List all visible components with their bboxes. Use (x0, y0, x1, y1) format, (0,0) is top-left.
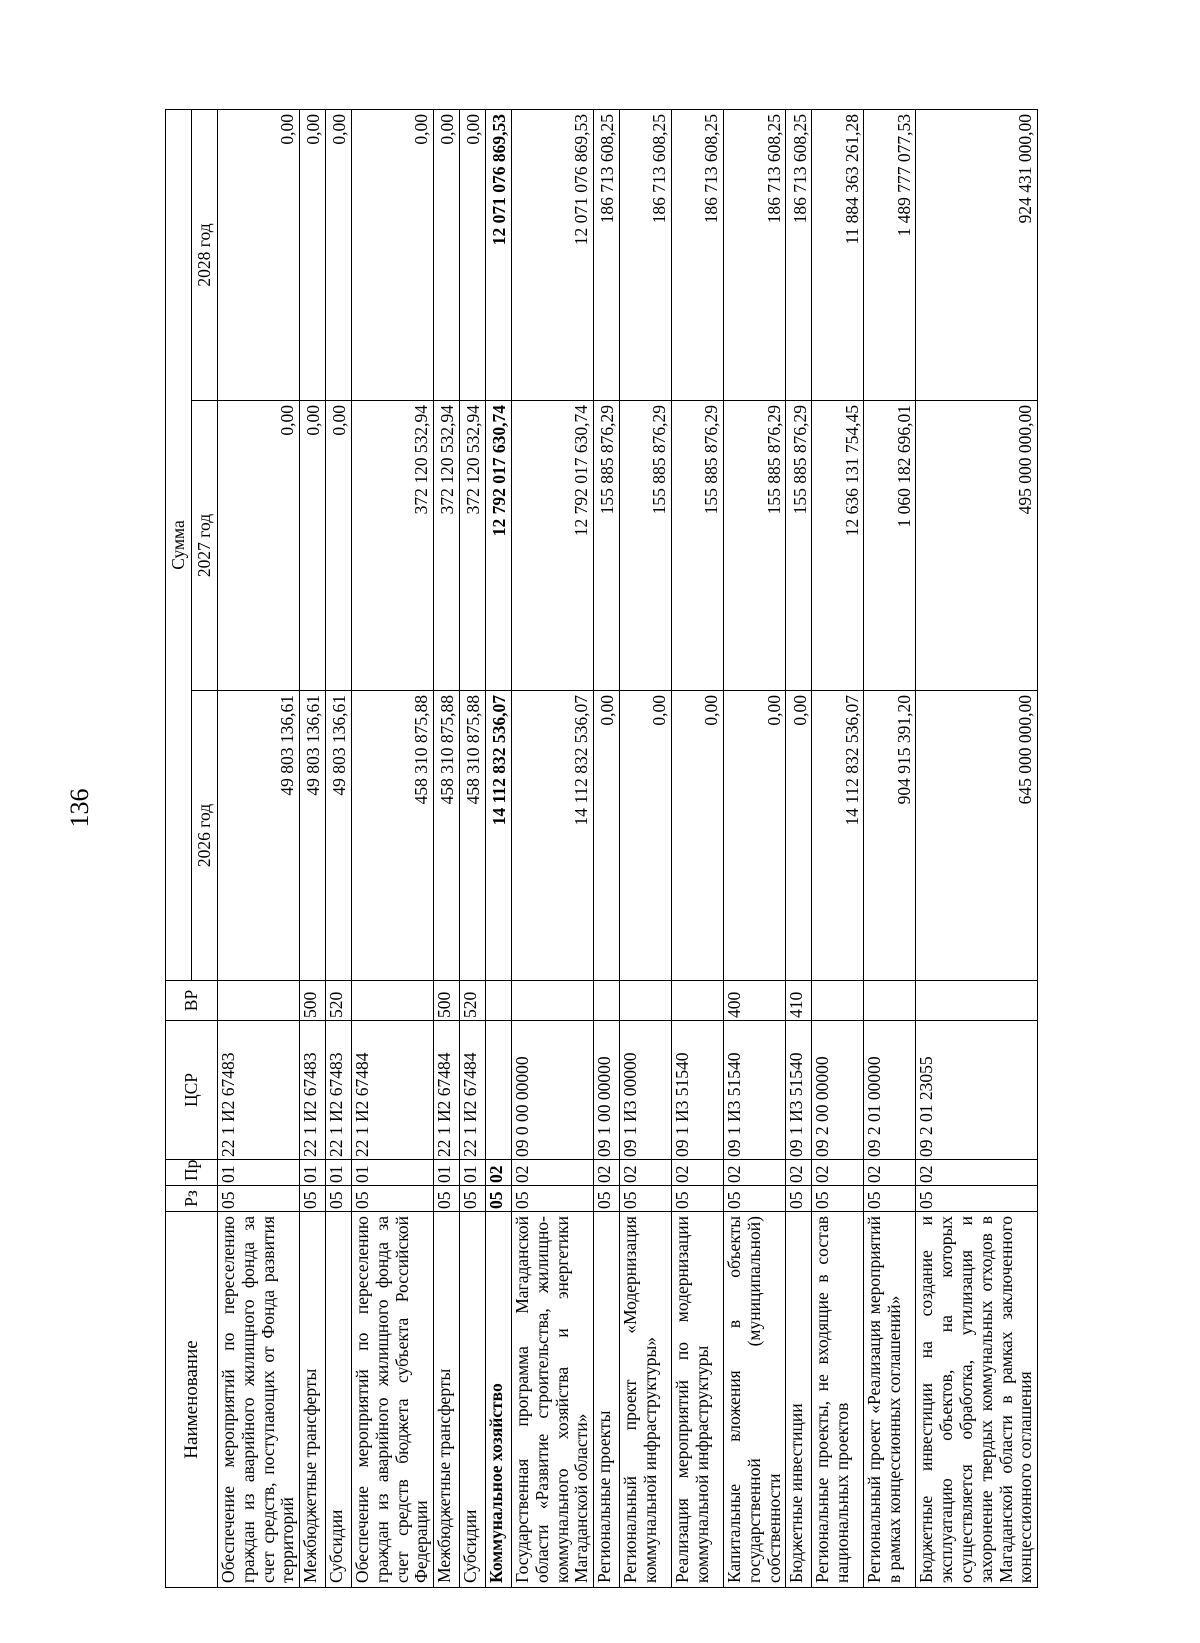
col-header-2027: 2027 год (192, 401, 218, 691)
col-header-vr: ВР (166, 981, 218, 1021)
row-rz: 05 (218, 1186, 300, 1212)
row-2026: 49 803 136,61 (326, 691, 352, 981)
row-name: Региональный проект «Модернизация коммунальной инфраструктуры» (620, 1212, 672, 1588)
row-pr: 02 (486, 1160, 512, 1186)
row-name: Региональные проекты, не входящие в состав национальных проектов (812, 1212, 864, 1588)
table-row (434, 109, 460, 1587)
row-vr (812, 981, 864, 1021)
row-2027: 372 120 532,94 (460, 401, 486, 691)
row-vr: 500 (300, 981, 326, 1021)
row-2027: 0,00 (326, 401, 352, 691)
row-csr: 22 1 И2 67484 (460, 1021, 486, 1160)
row-rz: 05 (620, 1186, 672, 1212)
row-2028: 0,00 (352, 109, 434, 400)
row-csr (486, 1021, 512, 1160)
row-name: Бюджетные инвестиции на создание и эксплуатацию объектов, на которых осуществляется обработка, утилизация и захоронение твердых коммунальных отходов в Магаданской области в рамках заключенного концессионного соглашения (916, 1212, 1038, 1588)
row-vr: 400 (724, 981, 786, 1021)
row-csr: 09 1 И3 51540 (786, 1021, 812, 1160)
row-rz: 05 (512, 1186, 594, 1212)
row-pr: 02 (594, 1160, 620, 1186)
row-2028: 924 431 000,00 (916, 109, 1038, 400)
row-2026: 458 310 875,88 (434, 691, 460, 981)
row-vr: 410 (786, 981, 812, 1021)
row-name: Коммунальное хозяйство (486, 1212, 512, 1588)
col-header-2026: 2026 год (192, 691, 218, 981)
row-2028: 0,00 (326, 109, 352, 400)
row-2028: 12 071 076 869,53 (486, 109, 512, 400)
row-2026: 0,00 (594, 691, 620, 981)
table-row (352, 109, 434, 1587)
row-2027: 155 885 876,29 (594, 401, 620, 691)
row-rz: 05 (486, 1186, 512, 1212)
row-2026: 14 112 832 536,07 (812, 691, 864, 981)
row-pr: 02 (812, 1160, 864, 1186)
row-2026: 0,00 (620, 691, 672, 981)
header-row-1 (166, 109, 192, 1587)
row-csr: 22 1 И2 67484 (352, 1021, 434, 1160)
row-pr: 02 (672, 1160, 724, 1186)
row-name: Обеспечение мероприятий по переселению граждан из аварийного жилищного фонда за счет средств бюджета субъекта Российской Федерации (352, 1212, 434, 1588)
col-header-sum: Сумма (166, 109, 192, 980)
row-pr: 01 (352, 1160, 434, 1186)
row-2027: 12 636 131 754,45 (812, 401, 864, 691)
row-vr (864, 981, 916, 1021)
row-2028: 0,00 (300, 109, 326, 400)
page-number: 136 (65, 788, 94, 828)
row-rz: 05 (916, 1186, 1038, 1212)
table-row (218, 109, 300, 1587)
row-name: Обеспечение мероприятий по переселению граждан из аварийного жилищного фонда за счет средств, поступающих от Фонда развития территорий (218, 1212, 300, 1588)
row-2026: 904 915 391,20 (864, 691, 916, 981)
row-vr: 520 (326, 981, 352, 1021)
row-2027: 0,00 (218, 401, 300, 691)
row-rz: 05 (300, 1186, 326, 1212)
row-csr: 09 0 00 00000 (512, 1021, 594, 1160)
table-row (812, 109, 864, 1587)
row-name: Субсидии (460, 1212, 486, 1588)
row-vr (352, 981, 434, 1021)
row-2027: 372 120 532,94 (352, 401, 434, 691)
row-pr: 02 (916, 1160, 1038, 1186)
table-row (724, 109, 786, 1587)
row-2027: 155 885 876,29 (724, 401, 786, 691)
row-2028: 186 713 608,25 (724, 109, 786, 400)
row-rz: 05 (786, 1186, 812, 1212)
row-rz: 05 (672, 1186, 724, 1212)
row-2026: 0,00 (672, 691, 724, 981)
row-2027: 495 000 000,00 (916, 401, 1038, 691)
row-2026: 645 000 000,00 (916, 691, 1038, 981)
table-row (300, 109, 326, 1587)
row-vr (512, 981, 594, 1021)
col-header-pr: Пр (166, 1160, 218, 1186)
row-2026: 14 112 832 536,07 (486, 691, 512, 981)
row-vr (672, 981, 724, 1021)
col-header-rz: Рз (166, 1186, 218, 1212)
row-pr: 02 (620, 1160, 672, 1186)
row-2026: 14 112 832 536,07 (512, 691, 594, 981)
table-row (786, 109, 812, 1587)
row-2027: 1 060 182 696,01 (864, 401, 916, 691)
row-csr: 22 1 И2 67484 (434, 1021, 460, 1160)
row-name: Субсидии (326, 1212, 352, 1588)
row-pr: 02 (512, 1160, 594, 1186)
row-name: Межбюджетные трансферты (300, 1212, 326, 1588)
row-rz: 05 (434, 1186, 460, 1212)
row-2027: 155 885 876,29 (786, 401, 812, 691)
row-2026: 49 803 136,61 (300, 691, 326, 981)
table-row (326, 109, 352, 1587)
row-pr: 02 (724, 1160, 786, 1186)
row-vr (218, 981, 300, 1021)
row-vr (594, 981, 620, 1021)
row-pr: 02 (864, 1160, 916, 1186)
row-2028: 11 884 363 261,28 (812, 109, 864, 400)
row-vr (620, 981, 672, 1021)
row-2027: 12 792 017 630,74 (486, 401, 512, 691)
row-2027: 0,00 (300, 401, 326, 691)
col-header-name: Наименование (166, 1212, 218, 1588)
row-name: Государственная программа Магаданской области «Развитие строительства, жилищно-коммунального хозяйства и энергетики Магаданской области» (512, 1212, 594, 1588)
row-2028: 186 713 608,25 (594, 109, 620, 400)
row-csr: 09 1 И3 51540 (672, 1021, 724, 1160)
row-name: Бюджетные инвестиции (786, 1212, 812, 1588)
row-2026: 458 310 875,88 (460, 691, 486, 981)
row-2028: 186 713 608,25 (786, 109, 812, 400)
row-name: Реализация мероприятий по модернизации коммунальной инфраструктуры (672, 1212, 724, 1588)
row-csr: 22 1 И2 67483 (300, 1021, 326, 1160)
table-row (672, 109, 724, 1587)
row-pr: 02 (786, 1160, 812, 1186)
table-row (864, 109, 916, 1587)
row-name: Межбюджетные трансферты (434, 1212, 460, 1588)
row-pr: 01 (300, 1160, 326, 1186)
row-2026: 0,00 (786, 691, 812, 981)
row-2028: 1 489 777 077,53 (864, 109, 916, 400)
row-csr: 22 1 И2 67483 (326, 1021, 352, 1160)
col-header-2028: 2028 год (192, 109, 218, 400)
row-csr: 09 2 00 00000 (812, 1021, 864, 1160)
row-rz: 05 (594, 1186, 620, 1212)
row-csr: 09 2 01 00000 (864, 1021, 916, 1160)
table-row (460, 109, 486, 1587)
row-2026: 458 310 875,88 (352, 691, 434, 981)
row-2027: 372 120 532,94 (434, 401, 460, 691)
table-row (512, 109, 594, 1587)
row-rz: 05 (864, 1186, 916, 1212)
row-2028: 0,00 (434, 109, 460, 400)
row-rz: 05 (460, 1186, 486, 1212)
row-2027: 155 885 876,29 (620, 401, 672, 691)
row-rz: 05 (352, 1186, 434, 1212)
row-2028: 186 713 608,25 (620, 109, 672, 400)
row-name: Капитальные вложения в объекты государственной (муниципальной) собственности (724, 1212, 786, 1588)
table-row (594, 109, 620, 1587)
budget-table (165, 109, 1038, 1588)
row-rz: 05 (724, 1186, 786, 1212)
budget-table-rotated (165, 110, 1095, 1588)
row-2028: 12 071 076 869,53 (512, 109, 594, 400)
row-rz: 05 (812, 1186, 864, 1212)
row-csr: 09 2 01 23055 (916, 1021, 1038, 1160)
row-vr (486, 981, 512, 1021)
row-2026: 0,00 (724, 691, 786, 981)
row-csr: 09 1 00 00000 (594, 1021, 620, 1160)
row-2026: 49 803 136,61 (218, 691, 300, 981)
row-name: Региональный проект «Реализация мероприятий в рамках концессионных соглашений» (864, 1212, 916, 1588)
table-row (916, 109, 1038, 1587)
row-csr: 09 1 И3 00000 (620, 1021, 672, 1160)
row-vr: 520 (460, 981, 486, 1021)
row-2028: 186 713 608,25 (672, 109, 724, 400)
table-row (486, 109, 512, 1587)
row-csr: 22 1 И2 67483 (218, 1021, 300, 1160)
table-row (620, 109, 672, 1587)
row-2028: 0,00 (218, 109, 300, 400)
row-2027: 12 792 017 630,74 (512, 401, 594, 691)
col-header-csr: ЦСР (166, 1021, 218, 1160)
row-rz: 05 (326, 1186, 352, 1212)
row-2027: 155 885 876,29 (672, 401, 724, 691)
row-name: Региональные проекты (594, 1212, 620, 1588)
row-pr: 01 (218, 1160, 300, 1186)
row-pr: 01 (326, 1160, 352, 1186)
row-pr: 01 (434, 1160, 460, 1186)
row-vr (916, 981, 1038, 1021)
row-vr: 500 (434, 981, 460, 1021)
row-2028: 0,00 (460, 109, 486, 400)
row-pr: 01 (460, 1160, 486, 1186)
row-csr: 09 1 И3 51540 (724, 1021, 786, 1160)
